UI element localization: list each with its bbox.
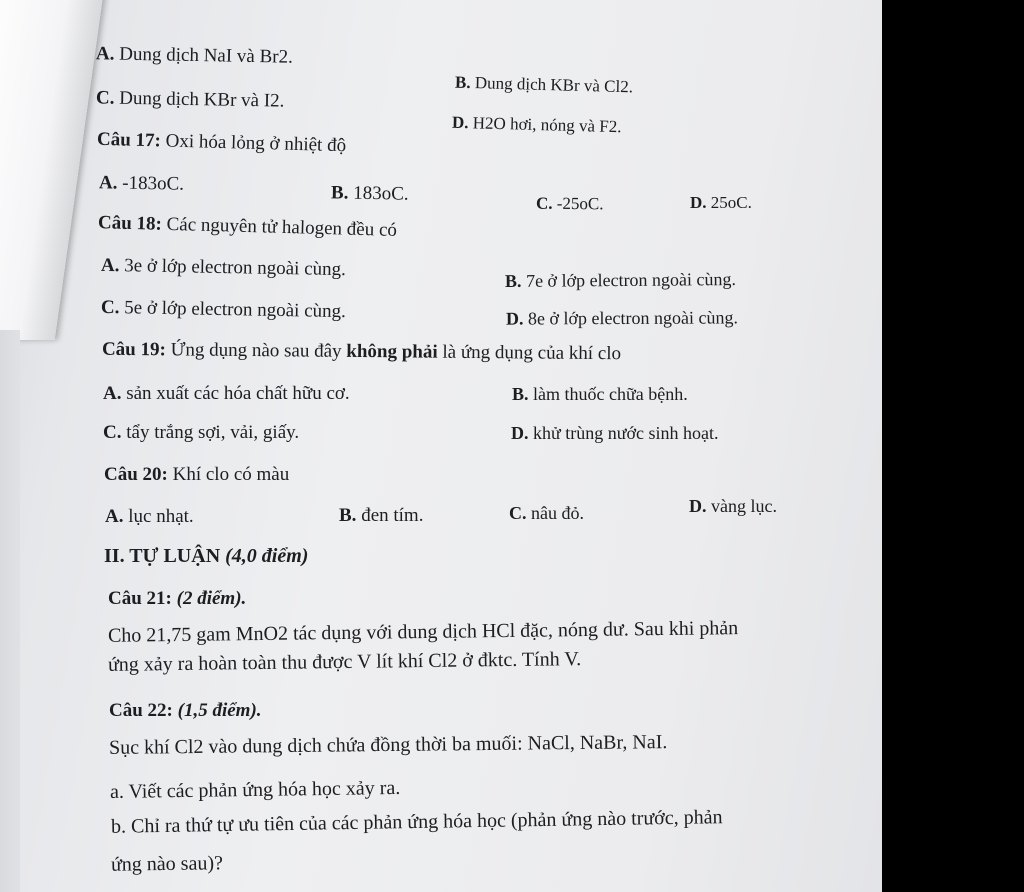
q19-option-a: A. sản xuất các hóa chất hữu cơ. <box>103 383 350 404</box>
q16-option-b: B. Dung dịch KBr và Cl2. <box>454 72 634 97</box>
q18-option-c: C. 5e ở lớp electron ngoài cùng. <box>100 296 347 323</box>
q16-option-a: A. Dung dịch NaI và Br2. <box>95 43 294 68</box>
q21-line-2: ứng xảy ra hoàn toàn thu được V lít khí Cl2 ở đktc. Tính V. <box>107 648 582 676</box>
section-title: II. TỰ LUẬN (4,0 điểm) <box>104 545 309 567</box>
q19-option-d: D. khử trùng nước sinh hoạt. <box>511 423 719 443</box>
q17-question: Câu 17: Oxi hóa lỏng ở nhiệt độ <box>96 128 347 157</box>
q20-option-b: B. đen tím. <box>339 505 424 526</box>
q19-option-c: C. tẩy trắng sợi, vải, giấy. <box>103 422 300 443</box>
q22-part-a: a. Viết các phản ứng hóa học xảy ra. <box>109 776 401 804</box>
q17-option-b: B. 183oC. <box>330 182 409 205</box>
q22-part-b-line-2: ứng nào sau)? <box>110 852 224 876</box>
q16-option-c: C. Dung dịch KBr và I2. <box>95 87 285 112</box>
q18-question: Câu 18: Các nguyên tử halogen đều có <box>97 212 398 241</box>
q16-option-d: D. H2O hơi, nóng và F2. <box>451 112 622 137</box>
q18-option-b: B. 7e ở lớp electron ngoài cùng. <box>504 268 737 292</box>
q21-heading: Câu 21: (2 điểm). <box>108 588 247 609</box>
q22-heading: Câu 22: (1,5 điểm). <box>109 700 262 721</box>
q22-line-1: Sục khí Cl2 vào dung dịch chứa đồng thời ba muối: NaCl, NaBr, NaI. <box>108 731 668 759</box>
q20-option-c: C. nâu đỏ. <box>509 503 584 523</box>
q20-question: Câu 20: Khí clo có màu <box>104 464 290 485</box>
page-edge <box>0 330 20 892</box>
q18-option-d: D. 8e ở lớp electron ngoài cùng. <box>505 307 739 329</box>
q20-option-d: D. vàng lục. <box>689 496 777 516</box>
q19-question: Câu 19: Ứng dụng nào sau đây không phải là ứng dụng của khí clo <box>101 338 622 365</box>
q22-part-b-line-1: b. Chỉ ra thứ tự ưu tiên của các phản ứng hóa học (phản ứng nào trước, phản <box>110 806 723 838</box>
q20-option-a: A. lục nhạt. <box>105 506 194 527</box>
page-fold <box>0 0 105 340</box>
q18-option-a: A. 3e ở lớp electron ngoài cùng. <box>100 254 347 281</box>
q21-line-1: Cho 21,75 gam MnO2 tác dụng với dung dịch HCl đặc, nóng dư. Sau khi phản <box>107 617 739 647</box>
q19-option-b: B. làm thuốc chữa bệnh. <box>512 384 688 404</box>
q17-option-d: D. 25oC. <box>690 193 752 212</box>
q17-option-c: C. -25oC. <box>535 193 604 214</box>
q17-option-a: A. -183oC. <box>98 172 185 195</box>
